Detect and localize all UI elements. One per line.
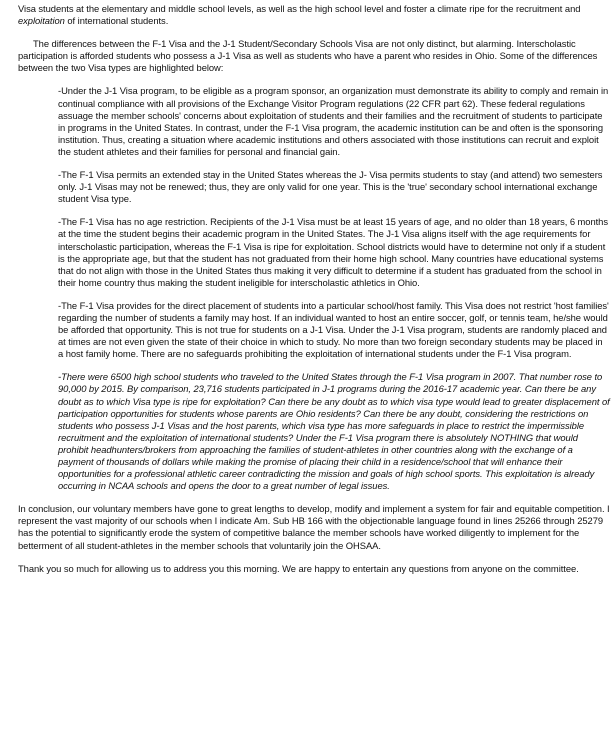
closing-paragraph: Thank you so much for allowing us to address you this morning. We are happy to entertain any questions from anyone on the committee.	[18, 562, 579, 574]
bullet-host-family-placement: -The F-1 Visa provides for the direct placement of students into a particular school/host family. This Visa does not restrict 'host families' regarding the number of students a family may host. If an individual wanted to host an entire soccer, golf, or tennis team, he/she would be afforded that opportunity. This is not true for students on a J-1 Visa. Under the J-1 Visa program, students are randomly placed and at times are not even given the state of their choice in which to study. No more than two foreign secondary students may be placed in a host family home. There are no safeguards prohibiting the exploitation of international students under the F-1 Visa program.	[58, 299, 609, 360]
conclusion-paragraph: In conclusion, our voluntary members have gone to great lengths to develop, modify and implement a system for fair and equitable competition. I represent the vast majority of our schools when I indicate Am. Sub HB 166 with the objectionable language found in lines 25266 through 25279 has the potential to significantly erode the system of competitive balance the member schools have worked diligently to implement for the betterment of all student-athletes in the member schools that voluntarily join the OHSAA.	[18, 503, 610, 551]
intro-paragraph	[18, 3, 610, 27]
intro-text-part1: Visa students at the elementary and middle school levels, as well as the high school level and foster a climate ripe for the recruitment and	[18, 3, 581, 14]
differences-paragraph: The differences between the F-1 Visa and the J-1 Student/Secondary Schools Visa are not only distinct, but alarming. Interscholastic participation is afforded students who possess a J-1 Visa as well as students who have a parent who resides in Ohio. Some of the differences between the two Visa types are highlighted below:	[18, 38, 598, 74]
bullet-length-of-stay: -The F-1 Visa permits an extended stay in the United States whereas the J- Visa permits students to stay (and attend) two semesters only. J-1 Visas may not be renewed; thus, they are only valid for one year. This is the 'true' secondary school international exchange student Visa type.	[58, 169, 603, 205]
bullet-statistics: -There were 6500 high school students who traveled to the United States through the F-1 Visa program in 2007. That number rose to 90,000 by 2015. By comparison, 23,716 students participated in J-1 programs during the 2016-17 academic year. Can there be any doubt as to which Visa type is ripe for exploitation? Can there be any doubt as to which visa type would lead to greater displacement of participation opportunities for students whose parents are Ohio residents? Can there be any doubt, considering the restrictions on students who possess J-1 Visas and the host parents, which visa type has more safeguards in place to restrict the impermissible recruitment and the exploitation of international students? Under the F-1 Visa program there is absolutely NOTHING that would prohibit headhunters/brokers from approaching the families of student-athletes in other countries along with the exchange of a payment of thousands of dollars while making the promise of placing their child in a residence/school that will enhance their opportunities for a professional athletic career contradicting the mission and goals of high school sports. This exploitation is already occurring in NCAA schools and opens the door to a great number of legal issues.	[58, 371, 610, 492]
intro-text-part2: of international students.	[64, 15, 169, 27]
intro-emphasis: exploitation	[18, 15, 65, 27]
bullet-sponsor-compliance: -Under the J-1 Visa program, to be eligible as a program sponsor, an organization must demonstrate its ability to comply and remain in continual compliance with all provisions of the Exchange Visitor Program regulations (22 CFR part 62). These federal regulations assuage the member schools' concerns about exploitation of students and their families and the recruitment of students to participate in programs in the United States. In contrast, under the F-1 Visa program, the academic institution can be and often is the sponsoring institution. Thus, creating a situation where academic institutions and others associated with those institutions can recruit and exploit the student athletes and their families for personal and financial gain.	[58, 85, 609, 157]
bullet-age-restriction: -The F-1 Visa has no age restriction. Recipients of the J-1 Visa must be at least 15 years of age, and no older than 18 years, 6 months at the time the student begins their academic program in the United States. The J-1 Visa aligns itself with the age requirements for interscholastic participation, whereas the F-1 Visa is ripe for exploitation. School districts would have to determine not only if a student is the appropriate age, but that the student has not graduated from their home high school. Many countries have educational systems that do not align with those in the United States thus making it very difficult to determine if a student has graduated from the school in their home country thus making the student ineligible for interscholastic athletics in Ohio.	[58, 216, 608, 288]
